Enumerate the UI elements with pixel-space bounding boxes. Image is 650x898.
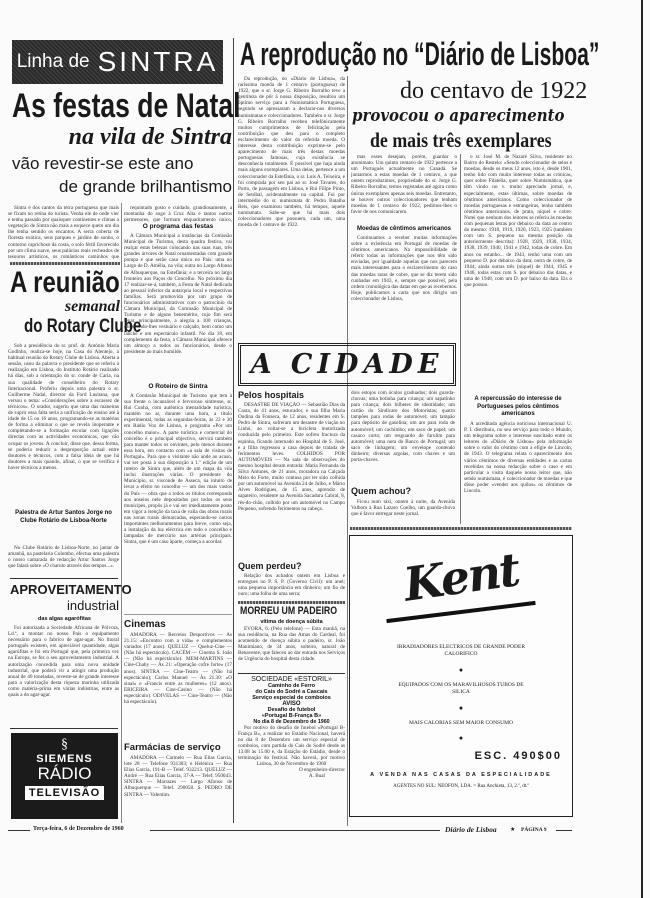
paragraph: Foi autorizada a Sociedade Africana de Pólvora, Ld.ª, a montar no nosso País o equipamento necessário para o fabrico de agar-agar. No litoral português existem, em apreciável quantidade, algas agarófitas e foi em Portugal que, pela primeira vez na Europa, se fez o seu aproveitamento industrial. A autorização concedida para uma nova unidade industrial, que poderá vir a atingir uma produção anual de 40 toneladas, reveste-se de grande interesse para a valorização desta riqueza marinha utilizada como matéria-prima em várias indústrias, entre as quais a do agar-agar. [8,625,119,699]
divider [10,578,118,579]
headline: MORREU UM PADEIRO [240,605,338,617]
paragraph: No Clube Rotário de Lisboa-Norte, no jantar de amanhã, na pastelaria Colombo, efectua uma palestra o nosso camarada de redacção Artur Santos Jorge que falará sobre «O charuto através dos tempos...». [8,545,119,570]
article-body [238,402,345,556]
footer-date: Terça-feira, 6 de Dezembro de 1960 [33,826,124,832]
article-body [124,233,232,373]
headline: A reunião [10,266,120,299]
column-rule [121,203,122,823]
article-body [8,343,119,506]
section-title: Quem perdeu? [238,561,302,571]
kent-logo: Kent [400,542,522,612]
paragraph: AMADORA — Carmelo — Rua Elias Garcia, lote 28 — Telefone 931303; e Helénica — Rua Elias Garcia, 191-B — Telef. 932213. QUELUZ — André — Rua Elias Garcia, 37-A — Telef. 950043. SINTRA — Marrazes — Largo Afonso de Albuquerque — Telef. 290058. S. PEDRO DE SINTRA — Valentim. [124,755,232,798]
headline-sub: semanal [64,298,120,315]
banner-text: Linha de [16,51,90,72]
sintra-banner [12,40,223,84]
headline-sub: vão revestir-se este ano [12,154,194,173]
estoril-notice [238,676,345,779]
star-icon: ★ [510,827,516,833]
article-body [238,626,345,669]
article-body [238,573,345,598]
notice-date: Lisboa, 30 de Novembro de 1960 [256,761,327,767]
page-edge [641,0,643,898]
footer-rule [556,830,572,831]
bullet-icon: ● [458,666,464,674]
ad-text: MAIS CALORIAS SEM MAIOR CONSUMO [409,720,513,726]
ad-price: ESC. 490$00 [474,750,562,762]
divider [10,728,118,729]
paragraph: A Câmara Municipal a instâncias da Comissão Municipal de Turismo, desta quadra festiva, vai realçar estas belezas colocando nas suas ruas, três grandes árvores de Natal ornamentadas com grande pompa e que serão caso único no País: uma no Largo de D. Amélia, na vila; outra no Largo Afonso de Albuquerque, na Estefânia; e a terceira no largo fronteiro aos Paços do Concelho. No próximo dia 17 realizar-se-á, também, a Festa de Natal dedicada ao pessoal inferior da autarquia local e respectivas famílias. Será promovida por um grupo de funcionários administrativos com o patrocínio da Câmara Municipal, da Comissão Municipal de Turismo e de alguns benemérito, cujo fim será levar, principalmente, a alegria a 100 crianças, oferecendo-lhes vestuário e calçado, bem como um lanche e um espectáculo infantil. No dia 18, em complemento da festa, a Câmara Municipal oferece um almoço a todos os funcionários, desde o presidente ao mais humilde. [124,233,232,355]
paragraph: Continuamos a receber muitas informações sobre a existência em Portugal de moedas de cêntimos americanos. Na impossibilidade de referir todas as informações que nos têm sido enviadas, por igualdade aquelas que nos parecem mais interessantes para o esclarecimento do caso das moedas raras de cobre, que se diz terem sido cunhadas em 1943, e, sempre que possível, pela ordem cronológica das datas em que as recebemos. Hoje, publicamos a carta que nos dirigiu um coleccionador de Lisboa, [351,235,457,302]
divider [350,527,572,530]
article-body [124,205,232,223]
paragraph: A acreditada agência noticiosa internacional U. P. I. distribuiu, no seu serviço para todo o Mundo, um telegrama sobre o interesse suscitado entre os leitores do «Diário de Lisboa» pela informação sobre o valor do cêntimo com a efígie de Lincoln, de 1943. O telegrama relata o aparecimento dos vários cêntimos de diversas entidades e as cartas recebidas na nossa redacção sobre o caso e em particular a visita daquele nosso leitor que, não sendo numismata, é coleccionador de moedas e que disse poder «vender aos quilos» os cêntimos de Lincoln. [464,421,572,495]
headline-sub: industrial [66,598,119,613]
bullet-icon: ● [458,734,464,742]
notice-line: Serviço especial de comboios [252,695,331,701]
subheading: A repercussão do interesse de Portugueses pelos cêntimos americanos [474,396,562,417]
divider [238,601,345,604]
subheading: O programa das festas [142,223,214,230]
bullet-icon: ● [458,704,464,712]
section-title: Quem achou? [351,486,412,496]
subheading: Moedas de cêntimos americanos [356,226,452,232]
notice-signature: O engenheiro-director [299,767,345,774]
headline-sub: na vila de Sintra [68,124,232,150]
headline-sub: de mais três exemplares [370,128,552,152]
banner-title: SINTRA [97,46,219,77]
ad-text: EQUIPADOS COM OS MARAVILHOSOS TUBOS DE SILICA [398,682,524,695]
article-body [8,205,119,261]
notice-line: AVISO [282,701,301,707]
notice-line: No dia 8 de Dezembro de 1960 [253,719,330,725]
notice-signature: A. Bual [308,773,325,780]
paragraph: o sr. José M. de Nazaré Silva, residente no Bairro do Restelo: «Sendo coleccionador de selos e moedas, desde os meus 12 anos, isto é, desde 1901, tenho lido com muito interesse todas as crónicas, quer sobre Filatelia, quer sobre Numismática, que têm vindo no v. muito apreciado jornal, e, especialmente, estas últimas, sobre moedas de cêntimos americanos. Como coleccionador de moedas portuguesas e estrangeiras, tenho também cêntimos americanos, de prata, níquel e cobre. Notei que nenhum dos leitores se referiu às moedas com pequenas letras por debaixo da data ao centro do mesmo: 1918, 1919, 1920, 1923, 1925 (também com um S. pequeno na mesma posição da anteriormente descrita): 1928, 1929, 1930, 1934, 1938, 1939, 1940, 1941 e 1942, todas de cobre. Em anos ou estanho... de 1943, tenho uma com um pequeno D. por debaixo da data; outra de cobre, de 1944; ainda outras três (níquel) de 1944, 1945 e 1946, todas estas com S. por debaixo das datas, e uma de 1948, com um D. por baixo da data. Eis o que possuo. [464,154,572,288]
kent-ad [349,535,573,817]
paragraph: Sintra é dos cantos da terra portuguesa que mais se fixam no retina do turista. Venha ele de onde vier e tenha passado por quaisquer continentes e climas a vegetação de Sintra não mais a esquece quem um dia lhe tenha sentido os encantos. A serra coberta de floresta exótica, seus parques e jardins de sonho, o contorno caprichoso da costa, o solo fértil favorecido por um clima suave, seus palácios reais recheados de tesouros artísticos, os românticos caminhos que [8,205,119,260]
headline: APROVEITAMENTO [10,582,132,597]
article-body [351,499,455,521]
siemens-ad [11,733,118,819]
headline-sub: do Rotary Clube [24,316,142,337]
paragraph: Sob a presidência do sr. prof. dr. António Maria Godinho, realiza-se hoje, na Casa do Alentejo, a habitual reunião do Rotary Clube de Lisboa. Aberta a sessão, usou da palavra o presidente que se referiu à realização em Lisboa, do Instituto Rotário realizado há dias, sob a orientação do sr. conde de Caria, na sua qualidade de conselheiro do Rotary Internacional. Proferiu depois uma palestra o sr. Guilherme Nadal, director da Ford Lusitana, que versou o tema: «Considerações sobre a escassez de técnicos». O orador, sugeriu que uma das maneiras de suprir essa falta seria a unificação do ensino até à idade de 15 ou 16 anos, programando-se as matérias de forma a eliminar o que se revela inoperante e completando-se a formação escolar com ligações directas com as actividades económicas, que vão ocupar os jovens. A concluir, disse que, dessa forma, se poderia reduzir a desproporção actual entre doutores e técnicos, com a falsa ideia de que há doutores a mais quando, afinal, o que se verifica é haver técnicos a menos. [8,343,119,471]
footer-rule [8,830,30,831]
paragraph: AMADORA — Recreios Desportivos — Às 21.15: «Encontro com a vida» e complementos variados (17 anos). QUELUZ — Queluz-Cine — (Não há espectáculo). CACÉM — Cinema S. João — (Não há espectáculo). MEM-MARTINS — Cine-Chaby — Às 21: «Operação cofre forte» (17 anos). SINTRA — Cine-Teatro — (Não há espectáculo); Carlos Manuel — Às 21.30: «O sinal» e «Francis entre as mulheres» (12 anos). ERICEIRA — Cine-Casino — (Não há espectáculo). ODIVELAS — Cine-Teatro — (Não há espectáculo). [124,632,232,706]
divider [124,614,232,615]
divider [238,673,345,674]
ad-text: IRRADIADORES ELECTRICOS DE GRANDE PODER CALORIFICO [396,644,526,657]
paragraph: ÉVORA, 6. (Pelo telefone) — Esta manhã, na sua residência, na Rua das Amas do Cardeal, foi acometido de doença súbita o padeiro, sr. João Manimiano, de 34 anos, solteiro, natural de Benavente, que faleceu ao dar entrada nos Serviços de Urgência do hospital desta cidade. [238,626,345,663]
ad-text: AGENTES NO SUL: NEOFON, LDA. = Rua Anchieta, 13, 2.º, dt.º [393,784,529,789]
footer-paper-name: Diário de Lisboa [445,825,497,834]
paragraph: mas esses desejam, porém, guardar o anonimato. Um quinto centavo de 1922 pertence a um Português actualmente no Canadá. Se juntarmos a estas moedas de 1 centavo, a que ontem reproduzimos, propriedade do sr. Jorge G. Ribeiro Borralho, temos registadas até agora como únicas exemplares apenas seis moedas. Entretanto, se houver outros coleccionadores que tenham moedas de 1 centavo de 1922, pedimos-lhes o favor de nos comunicarem. [351,154,457,215]
ad-text: RÁDIO [37,764,92,783]
paragraph: Ficou num táxi, ontem à noite, da Avenida Valbom à Rua Lazaro Coelho, um guarda-chuva que é favor entregar neste jornal. [351,499,455,518]
paragraph: dois estojos com óculos graduados; dois guarda-chuvas; uma botinha para criança; um sapatinho para criança; dois bilhetes de identidade; um cartão do Sindicato dos Motoristas; quatro tampões para rodas de automóvel; um tampão para depósito de gasolina; um aro para roda de automóvel; um cachimbo; um saco de papel; um casaco curto; um resguardo de farolim para automóvel; uma nota do Banco de Portugal; um saco de linhagem; um envelope contendo dinheiro; diversas argolas, com chaves e um porta-chaves. [351,390,455,464]
paragraph: Da reprodução, no «Diário de Lisboa», da raríssima moeda de 1 centavo (portuguesa) de 1922, que o sr. Jorge G. Ribeiro Borralho teve a gentileza de pôr à nossa disposição, resultou um óptimo serviço para a Numismática Portuguesa, segundo se apressaram a declarar-nos diversos numismatas e coleccionadores. Também o sr. Jorge G. Ribeiro Borralho recebeu telefónicamente muitos cumprimentos de felicitação pela contribuição que deu para o completo esclarecimento do valor da referida moeda. O interesse desta contribuição exprime-se pelo aparecimento de mais três destas moedas portuguesas famosas, cuja existência se desconhecia totalmente. É possível que haja ainda mais alguns exemplares. Uma delas, pertence a um coleccionador da Estefânia, o sr. Luís A. Teixeira, e foi comprada por seu pai ao sr. José Tavares, do Porto, de passagem em Lisboa, e Rui Filipe Pinto, de Setúbal, acidentalmente na capital. Foi por intermédio do sr. numismata dr. Pedro Batalha Reis, que examinou também, há tempos, aquele numismata. Sabe-se que há mais dois coleccionadores que possuem, cada um, uma moeda de 1 centavo de 1922. [238,76,345,229]
headline: As festas de Natal [12,87,241,125]
notice-line: do Cais do Sodré a Cascais [255,689,328,695]
notice-title: SOCIEDADE «ESTORIL» [251,676,332,683]
column-rule [233,38,234,823]
article-body [8,545,119,570]
notice-line: «Portugal B-França B» [261,713,322,719]
ad-text: A VENDA NAS CASAS DA ESPECIALIDADE [370,772,552,778]
paragraph: Por motivo do desafio de futebol «Portugal B-França B», a realizar no Estádio Nacional, haverá no dia 8 de Dezembro um serviço especial de comboios, com partida do Cais do Sodré desde as 13.08 às 15.00 e, da Estação do Estádio, desde o terminação do festival. Não haverá, por motivo [238,725,345,761]
section-banner-title: A CIDADE [250,349,444,380]
headline-sub: do centavo de 1922 [400,78,588,104]
subheading: O Roteiro de Sintra [148,383,208,390]
article-body [124,393,232,611]
article-body [124,755,232,819]
subheading: das algas agarófitas [38,616,91,622]
headline-sub: de grande brilhantismo [59,177,232,196]
subheading: Palestra de Artur Santos Jorge no Clube Rotário de Lisboa-Norte [15,510,112,524]
article-body [351,235,457,337]
notice-line: Desafio de futebol [267,707,316,713]
footer-rule [150,830,440,831]
footer-page-number: PÁGINA 9 [521,827,547,833]
notice-line: Caminho de Ferro [267,683,316,689]
paragraph: A Comissão Municipal de Turismo que tem à sua frente o incansável e fervoroso sintrense, sr. Rui Cunha, com autêntica mentalidade turística, mantém no ar, durante uma hora, a título experimental, todas as segundas-feiras, às 22 e 30 em Rádio Voz de Lisboa, o programa «Por um concelho maior». A parte turística e comercial do concelho é o principal objectivo, servirá também para manter todos os ouvintes, pelo menos durante essa hora, em contacto com «a sala de visitas de Portugal». Para que o visitante não ande ao acaso, vai ser posta à sua disposição a 1.ª edição de um roteiro de Sintra que, além de um mapa da vila inclui ilustrações várias. O presidente do Município, sr. visconde de Asseca, na intuito de levar a efeito no concelho — um dos mais vastos do País — obra que a todos os títulos corresponda aos anseios nele depositados por todos os seus munícipes, propôs já e vai ser imediatamente posto em vigor a isenção da taxa de valia das obras rurais nas zonas rurais demarcadas, esperando-se outros importantes melhoramentos para breve, como seja, a instalação da luz eléctrica em todo o concelho e lampadas de mercúrio nas artérias principais. Sintra, que é um caso àparte, começa a acordar. [124,393,232,546]
paragraph: DESASTRE DE VIAÇÃO — Sebastião Dias da Costa, de 41 anos, estucador, e sua filha Maria Ondina da Fonseca, de 12 anos, residentes em S. Pedro de Sintra, sofreram um desastre de viação no Linhó, ao voltar-se a bicicleta motorizada conduzida pelo primeiro. Este sofreu fractura da espinha, ficando internado no Hospital de S. José, e a filha regressou a casa depois de tratada de ferimentos leves. COLHIDOS POR AUTOMÓVEIS — Na sala de observações do mesmo hospital deram entrada: Maria Fernanda da Silva Antunes, de 21 anos, moradora na Calçada Meio do Forte, muito contusa por ter sido colhida por um automóvel na Avenida 24 de Julho, e Mário Alves Rodrigues, de 15 anos, aprendiz de sapateiro, residente na Avenida Sacadura Cabral, 8, rés-do-chão, colhido por um automóvel no Campo Pequeno, sofrendo ferimentos na cabeça. [238,402,345,512]
article-body [351,154,457,224]
article-body [124,632,232,736]
headline-sub: provocou o aparecimento [352,106,565,126]
lost-items-list [351,390,455,482]
column-rule [347,76,348,826]
column-rule [460,154,461,524]
article-body [464,421,572,521]
section-title: Cinemas [124,619,166,630]
headline: A reprodução no “Diário de Lisboa” [240,36,600,72]
siemens-logo-icon: § [61,737,68,752]
section-banner [238,343,456,386]
section-title: Farmácias de serviço [124,742,221,753]
subheading: vítima de doença súbita [260,619,323,625]
paragraph: Relação dos achados ontem em Lisboa e entregues no P. S. P. (Governo Civil): um anel; uma pequena importância em dinheiro; um fio de ouro; uma folha de uma serra; [238,573,345,598]
ad-brand: SIEMENS [36,753,93,765]
article-body [8,625,119,721]
article-body [238,76,345,338]
section-title: Pelos hospitais [238,390,305,400]
divider [10,262,120,265]
paragraph: requintado gosto e cuidado, grandiosamente, a montanha do sogo à Cruz Alta e tantos outros permenores, que formam enquadramento único, [124,205,232,223]
article-body [464,154,572,392]
ad-text: TELEVISÃO [25,786,104,800]
